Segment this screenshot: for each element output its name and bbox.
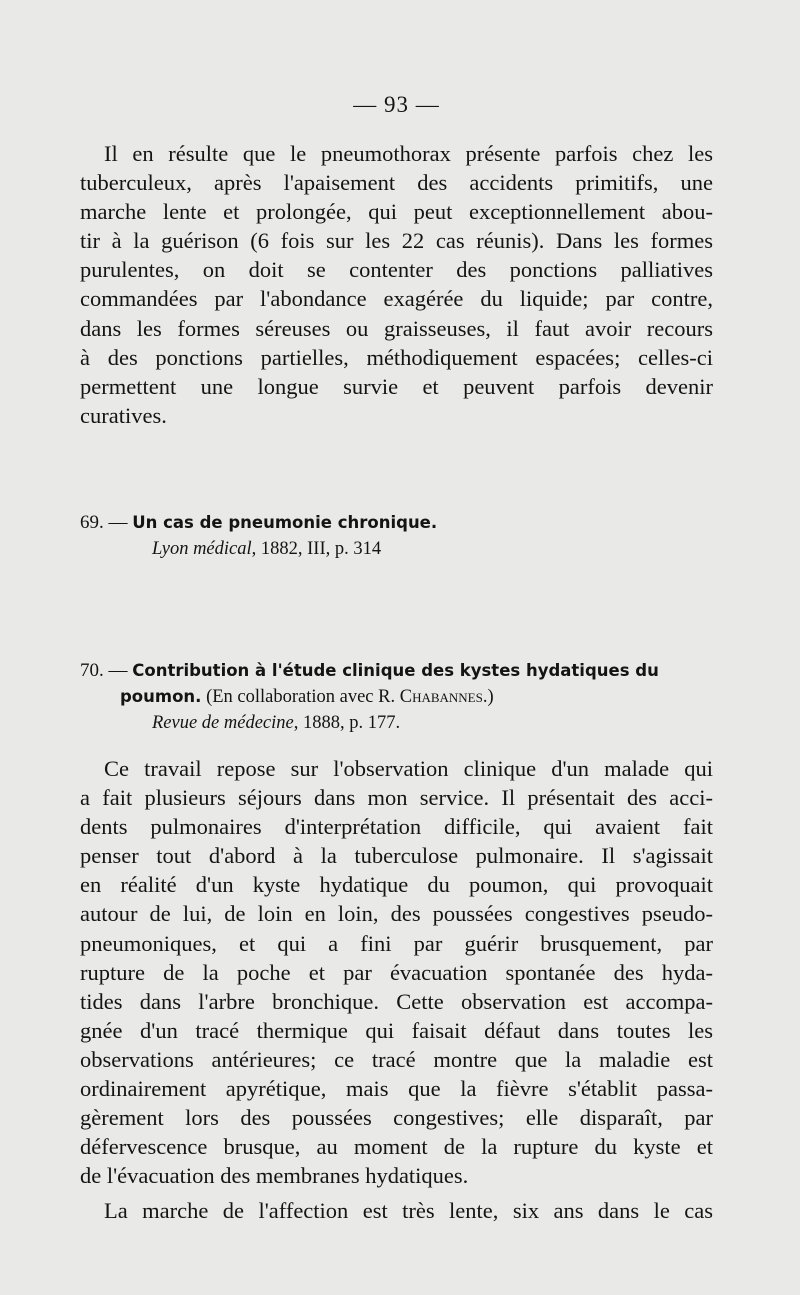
text-line: observations antérieures; ce tracé montre que la maladie est [80, 1046, 713, 1072]
text-line: Ce travail repose sur l'observation clinique d'un malade qui [104, 756, 713, 781]
text-line: commandées par l'abondance exagérée du liquide; par contre, [80, 286, 713, 312]
collaboration-suffix: .) [482, 687, 494, 707]
journal-name: Revue de médecine [152, 713, 294, 733]
paragraph-kyste [80, 754, 713, 1190]
entry-title: Un cas de pneumonie chronique. [132, 513, 438, 532]
text-line: gnée d'un tracé thermique qui faisait défaut dans toutes les [80, 1017, 713, 1043]
page-number: — 93 — [353, 92, 440, 117]
text-line: La marche de l'affection est très lente, six ans dans le cas [104, 1198, 713, 1223]
text-line: tides dans l'arbre bronchique. Cette observation est accompa- [80, 988, 713, 1014]
text-line: marche lente et prolongée, qui peut exceptionnellement abou- [80, 199, 713, 225]
text-line: ordinairement apyrétique, mais que la fièvre s'établit passa- [80, 1076, 713, 1102]
entry-title: Contribution à l'étude clinique des kystes hydatiques du [132, 661, 659, 680]
text-line: pneumoniques, et qui a fini par guérir brusquement, par [80, 930, 713, 956]
text-line: en réalité d'un kyste hydatique du poumon, qui provoquait [80, 872, 713, 898]
bibliography-entry-70 [80, 658, 713, 736]
text-line: à des ponctions partielles, méthodiquement espacées; celles-ci [80, 344, 713, 370]
text-line: purulentes, on doit se contenter des ponctions palliatives [80, 257, 713, 283]
text-line: dents pulmonaires d'interprétation difficile, qui avaient fait [80, 814, 713, 840]
text-line: permettent une longue survie et peuvent parfois devenir [80, 373, 713, 399]
text-line: défervescence brusque, au moment de la rupture du kyste et [80, 1134, 713, 1160]
text-line: dans les formes séreuses ou graisseuses, il faut avoir recours [80, 315, 713, 341]
bibliography-entry-69 [80, 510, 713, 562]
entry-number: 69. — [80, 512, 128, 533]
paragraph-marche [80, 1196, 713, 1225]
journal-reference: , 1882, III, p. 314 [251, 539, 382, 559]
text-line: Il en résulte que le pneumothorax présente parfois chez les [104, 141, 713, 166]
paragraph-pneumothorax [80, 139, 713, 430]
text-line: penser tout d'abord à la tuberculose pulmonaire. Il s'agissait [80, 843, 713, 869]
text-line: de l'évacuation des membranes hydatiques. [80, 1163, 469, 1189]
journal-name: Lyon médical [152, 539, 252, 559]
text-line: tuberculeux, après l'apaisement des accidents primitifs, une [80, 170, 713, 196]
text-line: autour de lui, de loin en loin, des poussées congestives pseudo- [80, 901, 713, 927]
collaboration-prefix: (En collaboration avec R. [201, 687, 400, 707]
text-line: rupture de la poche et par évacuation spontanée des hyda- [80, 959, 713, 985]
text-line: a fait plusieurs séjours dans mon service. Il présentait des acci- [80, 785, 713, 811]
text-line: curatives. [80, 402, 167, 428]
entry-title-continued: poumon. [120, 687, 202, 706]
collaborator-name: Chabannes [399, 687, 483, 707]
entry-number: 70. — [80, 660, 128, 681]
text-line: gèrement lors des poussées congestives; elle disparaît, par [80, 1105, 713, 1131]
journal-reference: , 1888, p. 177. [293, 713, 401, 733]
text-line: tir à la guérison (6 fois sur les 22 cas réunis). Dans les formes [80, 228, 713, 254]
